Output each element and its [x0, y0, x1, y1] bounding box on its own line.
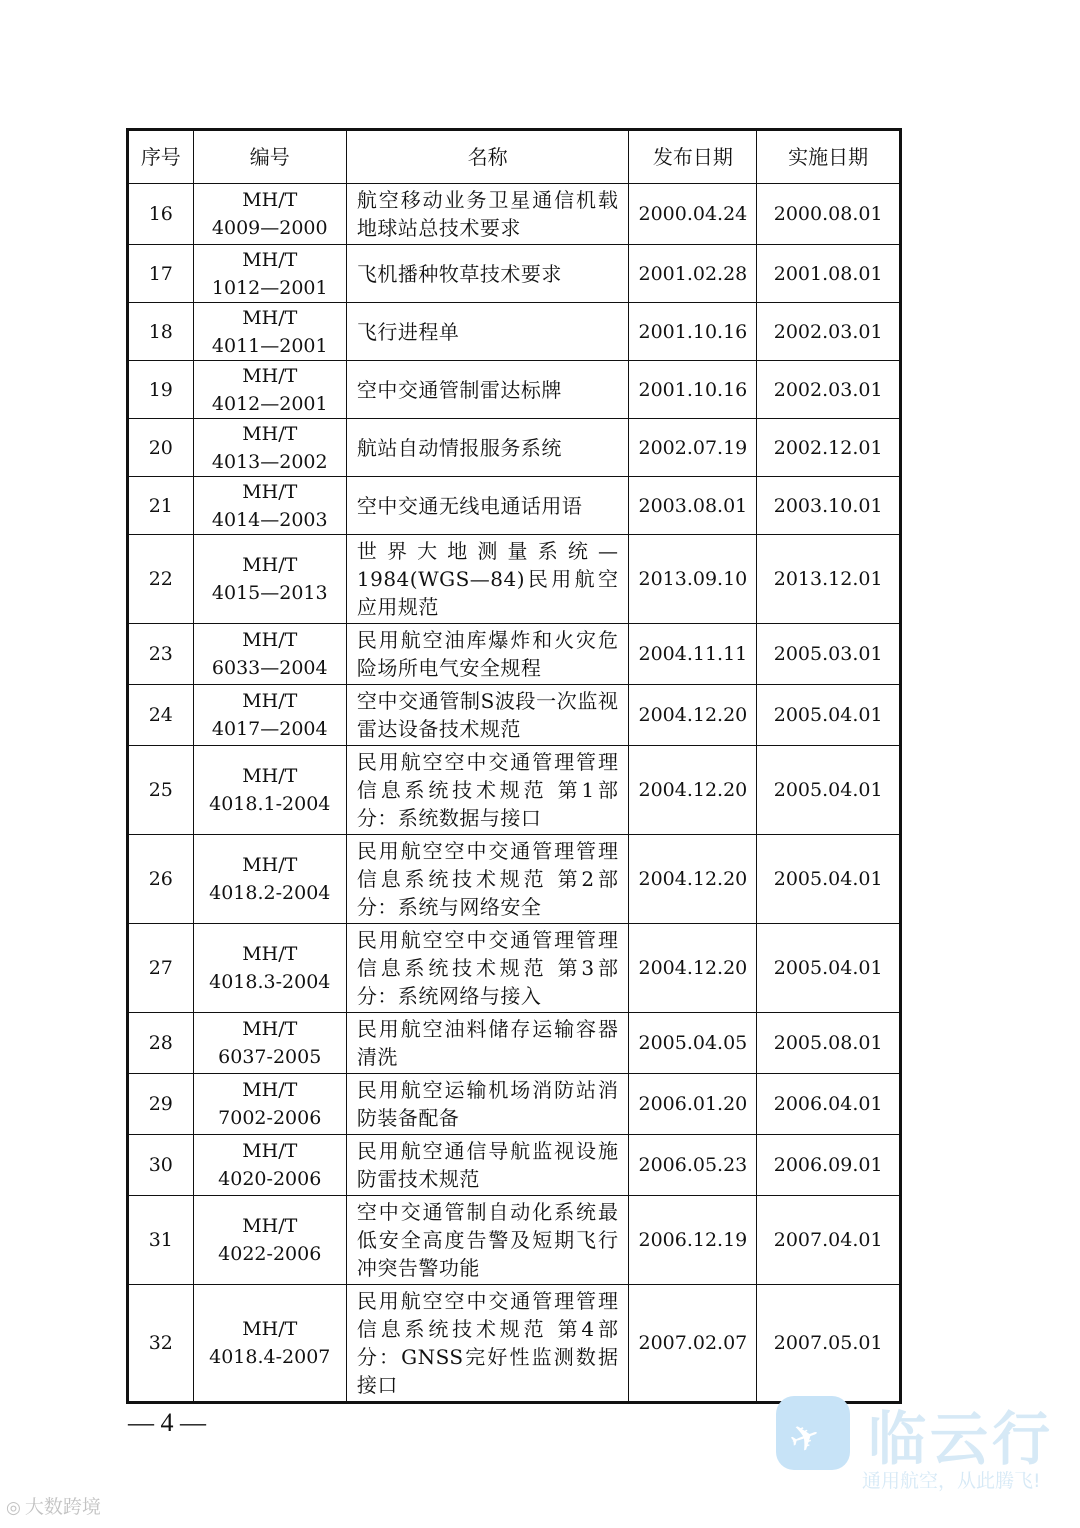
cell-issue-date: 2001.02.28: [629, 245, 757, 303]
cell-name: 航站自动情报服务系统: [346, 419, 629, 477]
cell-issue-date: 2004.12.20: [629, 835, 757, 924]
table-row: [128, 1196, 901, 1285]
cell-issue-date: 2013.09.10: [629, 535, 757, 624]
cell-serial: 22: [128, 535, 194, 624]
code-number: 4011—2001: [211, 334, 328, 357]
watermark: [6, 1492, 101, 1519]
table-row: [128, 184, 901, 245]
code-prefix: MH/T: [242, 943, 298, 965]
cell-issue-date: 2007.02.07: [629, 1285, 757, 1403]
cell-effective-date: 2007.04.01: [757, 1196, 901, 1285]
code-number: 4018.1-2004: [209, 793, 331, 815]
code-prefix: MH/T: [242, 629, 298, 651]
logo-text: 临云行: [868, 1405, 1055, 1473]
cell-serial: 31: [128, 1196, 194, 1285]
code-prefix: MH/T: [242, 422, 298, 445]
header-code: 编号: [193, 130, 346, 184]
cell-issue-date: 2006.01.20: [629, 1074, 757, 1135]
cell-issue-date: 2004.11.11: [629, 624, 757, 685]
cell-code: [193, 245, 346, 303]
table-row: [128, 303, 901, 361]
cell-serial: 21: [128, 477, 194, 535]
cell-code: [193, 184, 346, 245]
cell-effective-date: 2006.09.01: [757, 1135, 901, 1196]
code-prefix: MH/T: [242, 1318, 298, 1340]
cell-serial: 27: [128, 924, 194, 1013]
cell-effective-date: 2005.03.01: [757, 624, 901, 685]
code-number: 4012—2001: [211, 392, 328, 415]
cell-serial: 28: [128, 1013, 194, 1074]
header-issue-date: 发布日期: [629, 130, 757, 184]
code-number: 6033—2004: [211, 657, 328, 679]
cell-issue-date: 2001.10.16: [629, 303, 757, 361]
cell-name: 空中交通管制自动化系统最低安全高度告警及短期飞行冲突告警功能: [346, 1196, 629, 1285]
code-number: 1012—2001: [211, 276, 328, 299]
cell-name: 民用航空空中交通管理管理信息系统技术规范 第2部分：系统与网络安全: [346, 835, 629, 924]
cell-serial: 18: [128, 303, 194, 361]
cell-code: [193, 361, 346, 419]
cell-code: [193, 924, 346, 1013]
airplane-icon: ✈: [783, 1414, 827, 1463]
code-prefix: MH/T: [242, 364, 298, 387]
cell-serial: 20: [128, 419, 194, 477]
cell-name: 民用航空运输机场消防站消防装备配备: [346, 1074, 629, 1135]
cell-name: 空中交通无线电通话用语: [346, 477, 629, 535]
code-prefix: MH/T: [242, 1140, 298, 1162]
cell-code: [193, 1196, 346, 1285]
cell-code: [193, 1285, 346, 1403]
table-row: [128, 535, 901, 624]
table-header-row: [128, 130, 901, 184]
cell-code: [193, 1074, 346, 1135]
code-prefix: MH/T: [242, 854, 298, 876]
cell-name: 空中交通管制雷达标牌: [346, 361, 629, 419]
table-row: [128, 746, 901, 835]
cell-code: [193, 477, 346, 535]
weibo-icon: ◎: [6, 1498, 21, 1518]
cell-code: [193, 685, 346, 746]
code-prefix: MH/T: [242, 189, 298, 211]
cell-serial: 25: [128, 746, 194, 835]
cell-issue-date: 2006.12.19: [629, 1196, 757, 1285]
cell-issue-date: 2004.12.20: [629, 924, 757, 1013]
code-prefix: MH/T: [242, 690, 298, 712]
code-number: 4022-2006: [218, 1243, 322, 1265]
code-number: 4014—2003: [211, 508, 328, 531]
cell-effective-date: 2005.08.01: [757, 1013, 901, 1074]
cell-issue-date: 2005.04.05: [629, 1013, 757, 1074]
header-name: 名称: [346, 130, 629, 184]
cell-serial: 26: [128, 835, 194, 924]
cell-serial: 17: [128, 245, 194, 303]
logo-slogan: 通用航空，从此腾飞!: [862, 1470, 1041, 1492]
cell-serial: 16: [128, 184, 194, 245]
table-row: [128, 1074, 901, 1135]
cell-name: 航空移动业务卫星通信机载地球站总技术要求: [346, 184, 629, 245]
cell-effective-date: 2005.04.01: [757, 746, 901, 835]
cell-code: [193, 746, 346, 835]
cell-effective-date: 2013.12.01: [757, 535, 901, 624]
cell-code: [193, 835, 346, 924]
code-number: 6037-2005: [218, 1046, 322, 1068]
cell-effective-date: 2005.04.01: [757, 924, 901, 1013]
cell-issue-date: 2004.12.20: [629, 746, 757, 835]
code-number: 4020-2006: [218, 1168, 322, 1190]
code-number: 7002-2006: [218, 1107, 322, 1129]
cell-effective-date: 2002.12.01: [757, 419, 901, 477]
cell-issue-date: 2006.05.23: [629, 1135, 757, 1196]
code-number: 4018.3-2004: [209, 971, 331, 993]
code-number: 4018.4-2007: [209, 1346, 331, 1368]
table-row: [128, 477, 901, 535]
cell-effective-date: 2005.04.01: [757, 835, 901, 924]
cell-name: 民用航空油库爆炸和火灾危险场所电气安全规程: [346, 624, 629, 685]
cell-name: 民用航空油料储存运输容器清洗: [346, 1013, 629, 1074]
cell-code: [193, 419, 346, 477]
table-row: [128, 1285, 901, 1403]
cell-effective-date: 2005.04.01: [757, 685, 901, 746]
cell-name: 空中交通管制S波段一次监视雷达设备技术规范: [346, 685, 629, 746]
cell-serial: 29: [128, 1074, 194, 1135]
cell-name: 民用航空空中交通管理管理信息系统技术规范 第1部分：系统数据与接口: [346, 746, 629, 835]
cell-serial: 30: [128, 1135, 194, 1196]
table-row: [128, 419, 901, 477]
table-row: [128, 245, 901, 303]
code-number: 4017—2004: [211, 718, 328, 740]
cell-effective-date: 2002.03.01: [757, 303, 901, 361]
table-row: [128, 361, 901, 419]
table-row: [128, 624, 901, 685]
table-row: [128, 1013, 901, 1074]
cell-code: [193, 624, 346, 685]
logo-badge: [776, 1396, 850, 1470]
cell-name: 民用航空空中交通管理管理信息系统技术规范 第4部分：GNSS完好性监测数据接口: [346, 1285, 629, 1403]
cell-effective-date: 2007.05.01: [757, 1285, 901, 1403]
cell-code: [193, 535, 346, 624]
code-prefix: MH/T: [242, 306, 298, 329]
cell-code: [193, 1013, 346, 1074]
code-prefix: MH/T: [242, 554, 298, 576]
code-number: 4015—2013: [211, 582, 328, 604]
table-row: [128, 835, 901, 924]
header-serial: 序号: [128, 130, 194, 184]
header-effective-date: 实施日期: [757, 130, 901, 184]
cell-issue-date: 2003.08.01: [629, 477, 757, 535]
cell-effective-date: 2002.03.01: [757, 361, 901, 419]
code-number: 4018.2-2004: [209, 882, 331, 904]
cell-issue-date: 2001.10.16: [629, 361, 757, 419]
code-prefix: MH/T: [242, 1079, 298, 1101]
logo: [776, 1392, 1060, 1496]
cell-name: 民用航空通信导航监视设施防雷技术规范: [346, 1135, 629, 1196]
cell-name: 飞机播种牧草技术要求: [346, 245, 629, 303]
table-row: [128, 685, 901, 746]
cell-effective-date: 2003.10.01: [757, 477, 901, 535]
cell-issue-date: 2002.07.19: [629, 419, 757, 477]
cell-name: 飞行进程单: [346, 303, 629, 361]
code-number: 4009—2000: [211, 217, 328, 239]
code-prefix: MH/T: [242, 248, 298, 271]
code-number: 4013—2002: [211, 450, 328, 473]
cell-effective-date: 2006.04.01: [757, 1074, 901, 1135]
watermark-text: 大数跨境: [24, 1496, 101, 1518]
cell-effective-date: 2001.08.01: [757, 245, 901, 303]
standards-table: [126, 128, 902, 1404]
table-row: [128, 1135, 901, 1196]
cell-issue-date: 2004.12.20: [629, 685, 757, 746]
code-prefix: MH/T: [242, 1018, 298, 1040]
table-row: [128, 924, 901, 1013]
cell-name: 民用航空空中交通管理管理信息系统技术规范 第3部分：系统网络与接入: [346, 924, 629, 1013]
cell-serial: 32: [128, 1285, 194, 1403]
cell-name: 世界大地测量系统—1984(WGS—84)民用航空应用规范: [346, 535, 629, 624]
cell-effective-date: 2000.08.01: [757, 184, 901, 245]
code-prefix: MH/T: [242, 1215, 298, 1237]
cell-code: [193, 303, 346, 361]
page-number: — 4 —: [128, 1408, 206, 1437]
cell-issue-date: 2000.04.24: [629, 184, 757, 245]
code-prefix: MH/T: [242, 765, 298, 787]
cell-serial: 23: [128, 624, 194, 685]
cell-serial: 24: [128, 685, 194, 746]
code-prefix: MH/T: [242, 480, 298, 503]
cell-serial: 19: [128, 361, 194, 419]
cell-code: [193, 1135, 346, 1196]
